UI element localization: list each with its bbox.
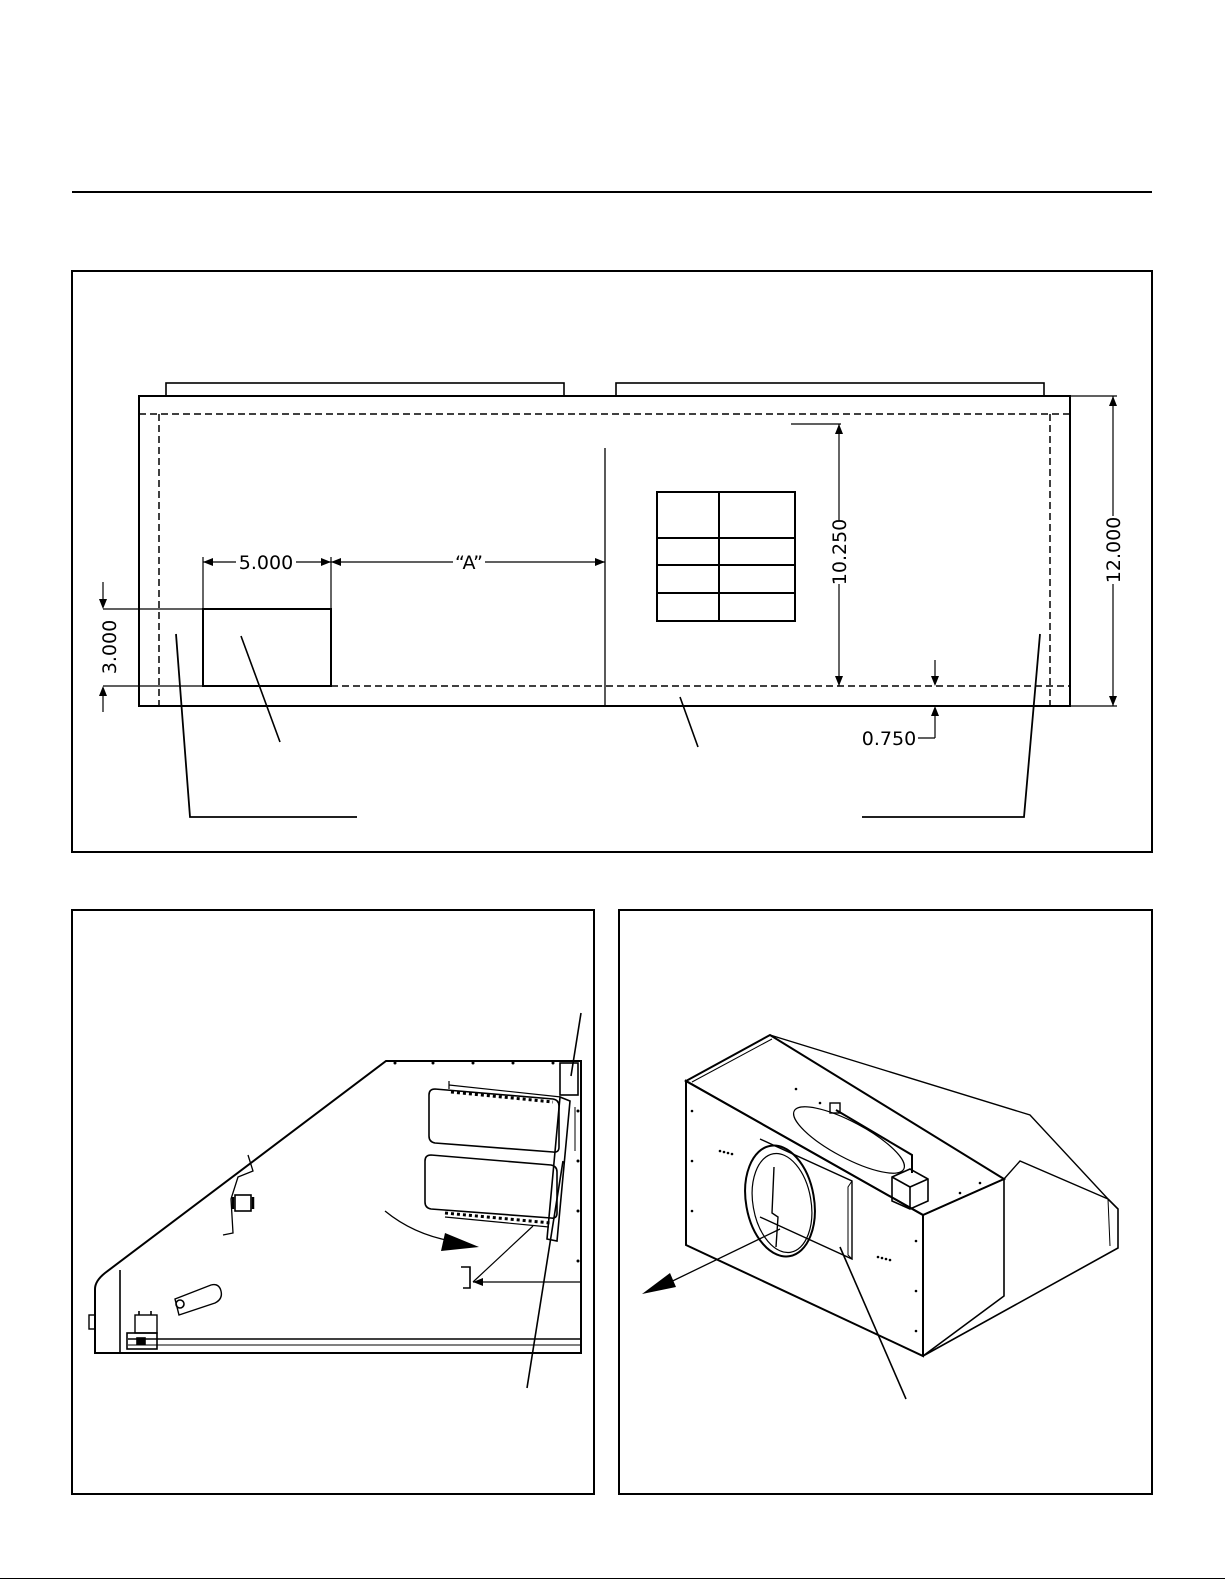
top-filler-left (166, 383, 564, 396)
front-elevation-panel (71, 270, 1153, 853)
front-elevation-drawing (73, 272, 1155, 855)
dim-3000-label: 3.000 (99, 619, 121, 675)
switch-box (127, 1311, 157, 1349)
side-section-panel (71, 909, 595, 1495)
junction-box (892, 1169, 928, 1209)
isometric-panel (618, 909, 1153, 1495)
control-grid (657, 492, 795, 621)
leader-transition (840, 1247, 906, 1399)
canopy-outline (923, 1199, 1118, 1356)
capacitor (175, 1285, 221, 1315)
damper-blade (772, 1167, 778, 1247)
dim-5000-label: 5.000 (238, 552, 294, 574)
light-socket (233, 1195, 253, 1211)
dim-0750-label: 0.750 (861, 728, 917, 750)
filter-lower (425, 1155, 557, 1227)
leader-right (862, 634, 1040, 817)
filter-upper (429, 1081, 561, 1152)
cutout-box (203, 609, 331, 686)
hood-side-outline (95, 1061, 581, 1353)
box-front-face (686, 1081, 923, 1356)
mount-bracket (560, 1063, 578, 1095)
airflow-arrowhead (441, 1233, 479, 1251)
airflow-curve (385, 1211, 451, 1241)
exhaust-arrowhead (642, 1273, 676, 1294)
isometric-drawing (620, 911, 1155, 1497)
dim-12000-label: 12.000 (1103, 516, 1125, 584)
side-section-drawing (73, 911, 597, 1497)
grease-baffle (547, 1097, 570, 1241)
footer-rule (0, 1578, 1225, 1579)
header-rule (72, 191, 1152, 193)
dim-a-label: “A” (455, 552, 483, 574)
top-duct-opening (786, 1095, 912, 1185)
leader-cutout (241, 636, 280, 742)
duct-transition (760, 1139, 852, 1259)
dim-10250-label: 10.250 (829, 518, 851, 586)
box-top-face (686, 1035, 1004, 1215)
top-filler-right (616, 383, 1044, 396)
leader-bottom (680, 697, 698, 747)
